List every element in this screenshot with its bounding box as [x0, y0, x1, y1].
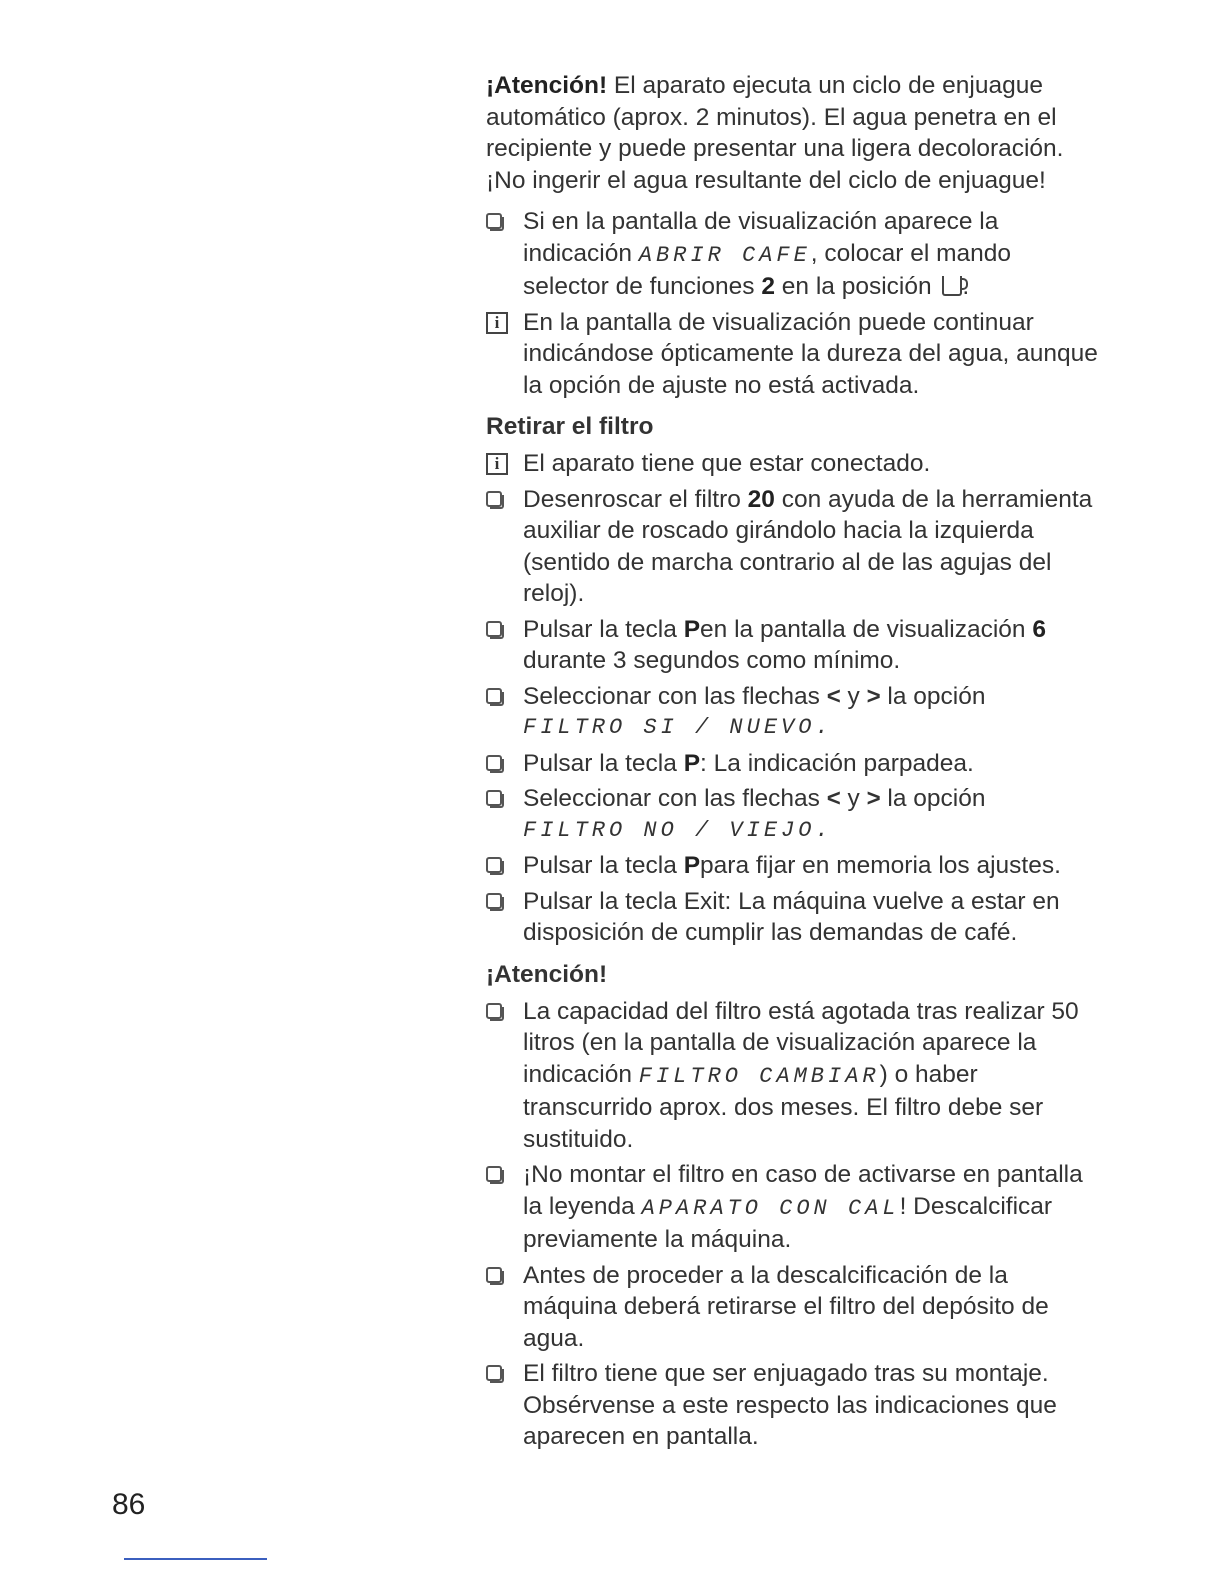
list-item [486, 886, 1098, 949]
page-number: 86 [112, 1488, 146, 1521]
checkbox-bullet-icon [486, 621, 502, 637]
intro-text: El aparato ejecuta un ciclo de enjuague automático (aprox. 2 minutos). El agua penetra en el recipiente y puede presentar una ligera decoloración. ¡No ingerir el agua resultante del ciclo de enjuague! [486, 72, 1064, 194]
intro-attention: ¡Atención! [486, 72, 608, 99]
item-text: Si en la pantalla de visualización aparece la indicación [523, 208, 999, 267]
item-text: y [840, 682, 867, 710]
checkbox-bullet-icon [486, 213, 502, 229]
item-text: Pulsar la tecla [523, 852, 684, 879]
cup-icon [942, 276, 962, 296]
item-text: La capacidad del filtro está agotada tras realizar 50 litros (en la pantalla de visualización aparece la indicación [523, 997, 1079, 1088]
info-icon: i [486, 453, 508, 475]
key-label: P [683, 852, 701, 879]
checkbox-bullet-icon [486, 857, 502, 873]
item-text: Seleccionar con las flechas [523, 682, 827, 710]
checkbox-bullet-icon [486, 755, 502, 771]
item-text: Pulsar la tecla [523, 615, 684, 643]
list-item [486, 614, 1098, 677]
item-text: ¡No montar el filtro en caso de activarse en pantalla la leyenda [523, 1161, 1083, 1220]
bottom-rule [124, 1558, 267, 1560]
checkbox-bullet-icon [486, 1003, 502, 1019]
checkbox-bullet-icon [486, 1166, 502, 1182]
lcd-indication: APARATO CON CAL [641, 1195, 900, 1221]
list-item [486, 783, 1098, 846]
item-text: y [840, 785, 867, 812]
section-heading: Retirar el filtro [486, 413, 654, 440]
item-text: . [962, 273, 970, 300]
item-text: En la pantalla de visualización puede continuar indicándose ópticamente la dureza del agua, aunque la opción de ajuste no está activada. [523, 308, 1098, 399]
item-text: Pulsar la tecla [523, 749, 684, 777]
right-arrow-icon: > [866, 682, 881, 710]
info-item [486, 307, 1098, 402]
item-text: Pulsar la tecla [523, 887, 684, 915]
intro-paragraph [486, 70, 1098, 196]
list-item [486, 748, 1098, 780]
list-item [486, 1260, 1098, 1355]
checkbox-bullet-icon [486, 790, 502, 806]
lcd-indication: FILTRO CAMBIAR [638, 1063, 880, 1089]
checkbox-bullet-icon [486, 1267, 502, 1283]
key-label: P [683, 615, 701, 643]
item-text: : La indicación parpadea. [700, 749, 974, 777]
list-item [486, 206, 1098, 303]
list-item [486, 996, 1098, 1156]
list-item [486, 1159, 1098, 1256]
right-arrow-icon: > [866, 785, 881, 812]
left-arrow-icon: < [826, 785, 841, 812]
key-label: P [683, 749, 701, 777]
left-arrow-icon: < [826, 682, 841, 710]
item-text: la opción [880, 785, 986, 812]
section-heading: ¡Atención! [486, 960, 608, 988]
list-item [486, 1358, 1098, 1453]
checkbox-bullet-icon [486, 893, 502, 909]
item-text: para fijar en memoria los ajustes. [700, 852, 1061, 879]
item-text: Seleccionar con las flechas [523, 785, 827, 812]
list-item [486, 484, 1098, 610]
ref-number: 6 [1032, 615, 1047, 643]
checkbox-bullet-icon [486, 688, 502, 704]
list-item [486, 681, 1098, 744]
ref-number: 20 [747, 485, 775, 513]
item-text: El aparato tiene que estar conectado. [523, 450, 931, 477]
info-icon: i [486, 312, 508, 334]
item-text: , colocar el mando selector de funciones [523, 239, 1011, 300]
item-text: : La máquina vuelve a estar en disposición de cumplir las demandas de café. [523, 887, 1060, 946]
item-text: ) o haber transcurrido aprox. dos meses. El filtro debe ser sustituido. [523, 1060, 1044, 1153]
item-text: Antes de proceder a la descalcificación de la máquina deberá retirarse el filtro del depósito de agua. [523, 1261, 1049, 1352]
item-text: en la pantalla de visualización [700, 615, 1033, 643]
checkbox-bullet-icon [486, 1365, 502, 1381]
item-text: El filtro tiene que ser enjuagado tras su montaje. Obsérvense a este respecto las indicaciones que aparecen en pantalla. [523, 1360, 1057, 1450]
key-label: Exit [683, 887, 725, 915]
lcd-indication: FILTRO NO / VIEJO. [523, 817, 833, 843]
ref-number: 2 [761, 273, 775, 300]
item-text: Desenroscar el filtro [523, 485, 748, 513]
lcd-indication: ABRIR CAFE [638, 242, 811, 268]
item-text: con ayuda de la herramienta auxiliar de roscado girándolo hacia la izquierda (sentido de marcha contrario al de las agujas del reloj). [523, 485, 1093, 607]
item-text: durante 3 segundos como mínimo. [523, 647, 901, 674]
list-item [486, 850, 1098, 882]
page-content [486, 70, 1098, 1457]
item-text: ! Descalcificar previamente la máquina. [523, 1192, 1053, 1253]
info-item [486, 448, 1098, 480]
lcd-indication: FILTRO SI / NUEVO. [523, 715, 833, 740]
item-text: en la posición [774, 273, 939, 300]
item-text: la opción [880, 682, 986, 710]
checkbox-bullet-icon [486, 491, 502, 507]
